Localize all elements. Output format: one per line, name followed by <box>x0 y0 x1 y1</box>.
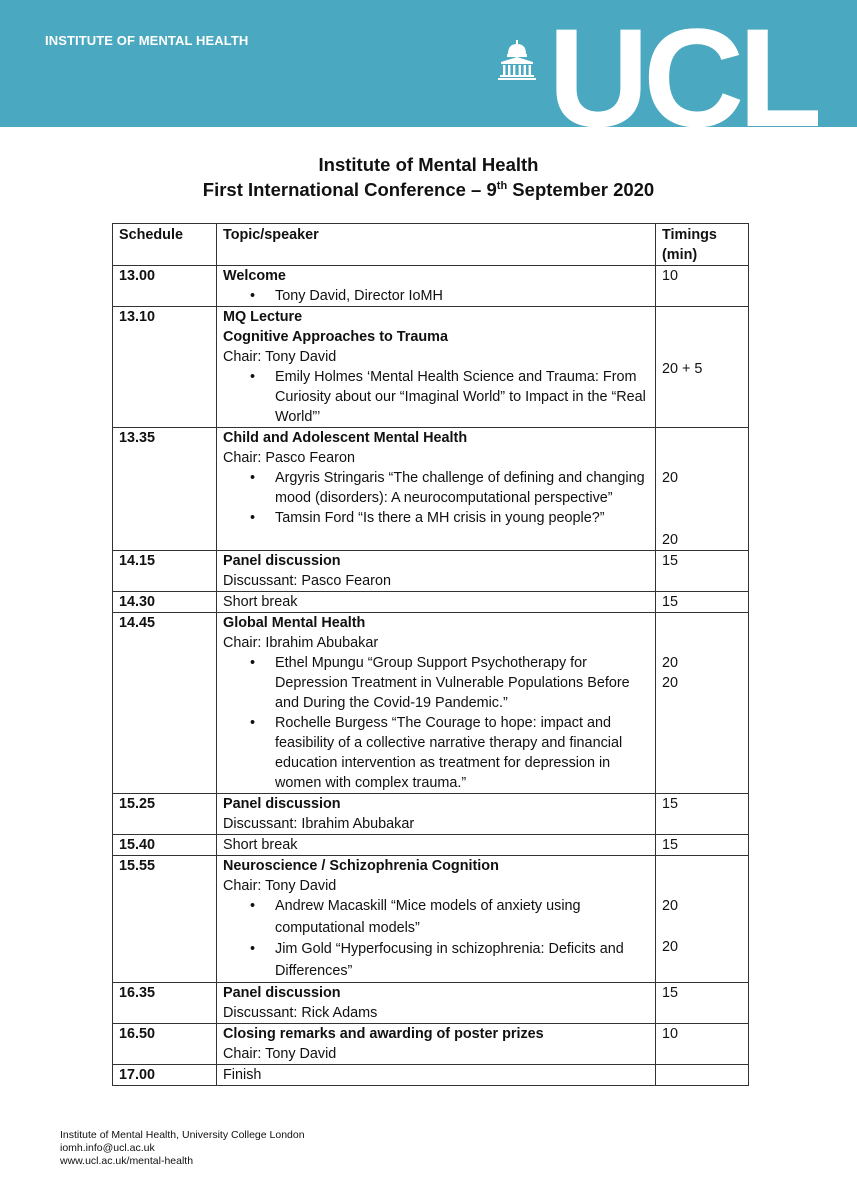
header-timings: Timings (min) <box>656 224 749 266</box>
row-time: 16.50 <box>113 1024 217 1065</box>
footer-website: www.ucl.ac.uk/mental-health <box>60 1155 194 1167</box>
row-minutes: 20 + 5 <box>656 307 749 428</box>
table-row <box>113 592 749 613</box>
table-row <box>113 1024 749 1065</box>
institute-name: INSTITUTE OF MENTAL HEALTH <box>45 33 249 48</box>
header-banner <box>0 0 857 127</box>
row-minutes <box>656 613 749 794</box>
talk-item: • Argyris Stringaris “The challenge of defining and changing mood (disorders): A neurocomputational perspective” <box>275 468 649 508</box>
row-minutes: 10 <box>656 1024 749 1065</box>
session-chair: Chair: Ibrahim Abubakar <box>223 635 379 651</box>
table-row <box>113 856 749 983</box>
session-discussant: Discussant: Ibrahim Abubakar <box>223 816 415 832</box>
row-minutes <box>656 1065 749 1086</box>
talk-item: • Tamsin Ford “Is there a MH crisis in young people?” <box>275 508 649 528</box>
session-title: Closing remarks and awarding of poster prizes <box>223 1026 544 1042</box>
talk-minutes: 20 <box>662 675 679 691</box>
session-title: MQ Lecture <box>223 309 303 325</box>
row-minutes: 15 <box>656 983 749 1024</box>
table-row <box>113 794 749 835</box>
row-minutes: 15 <box>656 794 749 835</box>
session-title: Welcome <box>223 268 286 284</box>
page-title: Institute of Mental Health <box>318 154 539 175</box>
session-title: Panel discussion <box>223 985 341 1001</box>
talk-item: • Tony David, Director IoMH <box>275 286 649 306</box>
talk-minutes: 20 <box>662 939 679 955</box>
session-subtitle: Cognitive Approaches to Trauma <box>223 329 448 345</box>
session-title: Panel discussion <box>223 553 341 569</box>
table-header-row <box>113 224 749 266</box>
session-title: Panel discussion <box>223 796 341 812</box>
row-time: 13.35 <box>113 428 217 551</box>
row-minutes: 10 <box>656 266 749 307</box>
conference-title: First International Conference – 9th September 2020 <box>202 179 655 200</box>
talk-item: • Jim Gold “Hyperfocusing in schizophrenia: Deficits and Differences” <box>275 939 649 982</box>
row-time: 15.40 <box>113 835 217 856</box>
session-chair: Chair: Tony David <box>223 878 337 894</box>
table-row <box>113 983 749 1024</box>
row-minutes: 15 <box>656 835 749 856</box>
table-row <box>113 266 749 307</box>
session-chair: Chair: Tony David <box>223 1046 337 1062</box>
footer-email: iomh.info@ucl.ac.uk <box>60 1142 155 1154</box>
session-title: Short break <box>217 835 656 856</box>
row-minutes <box>656 428 749 551</box>
row-time: 13.00 <box>113 266 217 307</box>
session-title: Short break <box>217 592 656 613</box>
table-row <box>113 835 749 856</box>
session-title: Finish <box>217 1065 656 1086</box>
table-row <box>113 307 749 428</box>
table-row <box>113 1065 749 1086</box>
session-discussant: Discussant: Pasco Fearon <box>223 573 391 589</box>
row-time: 17.00 <box>113 1065 217 1086</box>
row-minutes: 15 <box>656 551 749 592</box>
row-time: 14.30 <box>113 592 217 613</box>
ucl-logo: UCL <box>548 8 818 127</box>
talk-item: • Andrew Macaskill “Mice models of anxiety using computational models” <box>275 896 649 939</box>
table-row <box>113 428 749 551</box>
row-time: 15.55 <box>113 856 217 983</box>
session-title: Global Mental Health <box>223 615 366 631</box>
row-minutes: 15 <box>656 592 749 613</box>
session-title: Child and Adolescent Mental Health <box>223 430 468 446</box>
row-time: 16.35 <box>113 983 217 1024</box>
talk-item: • Ethel Mpungu “Group Support Psychotherapy for Depression Treatment in Vulnerable Populations Before and During the Covid-19 Pandemic.” <box>275 653 649 713</box>
talk-item: • Rochelle Burgess “The Courage to hope: impact and feasibility of a collective narrative therapy and financial education intervention as treatment for depression in women with complex trauma.” <box>275 713 649 793</box>
footer <box>60 1129 305 1168</box>
talk-minutes: 20 <box>662 470 679 486</box>
row-time: 14.15 <box>113 551 217 592</box>
row-time: 15.25 <box>113 794 217 835</box>
header-topic: Topic/speaker <box>217 224 656 266</box>
row-minutes <box>656 856 749 983</box>
talk-minutes: 20 <box>662 532 679 548</box>
table-row <box>113 613 749 794</box>
talk-minutes: 20 <box>662 655 679 671</box>
header-schedule: Schedule <box>113 224 217 266</box>
session-chair: Chair: Tony David <box>223 349 337 365</box>
session-chair: Chair: Pasco Fearon <box>223 450 355 466</box>
table-row <box>113 551 749 592</box>
footer-address: Institute of Mental Health, University College London <box>60 1129 305 1141</box>
session-title: Neuroscience / Schizophrenia Cognition <box>223 858 499 874</box>
row-time: 13.10 <box>113 307 217 428</box>
portico-icon <box>498 40 536 80</box>
row-time: 14.45 <box>113 613 217 794</box>
talk-item: • Emily Holmes ‘Mental Health Science and Trauma: From Curiosity about our “Imaginal World” to Impact in the “Real World”’ <box>275 367 649 427</box>
talk-minutes: 20 <box>662 898 679 914</box>
schedule-table <box>112 223 749 1086</box>
session-discussant: Discussant: Rick Adams <box>223 1005 378 1021</box>
